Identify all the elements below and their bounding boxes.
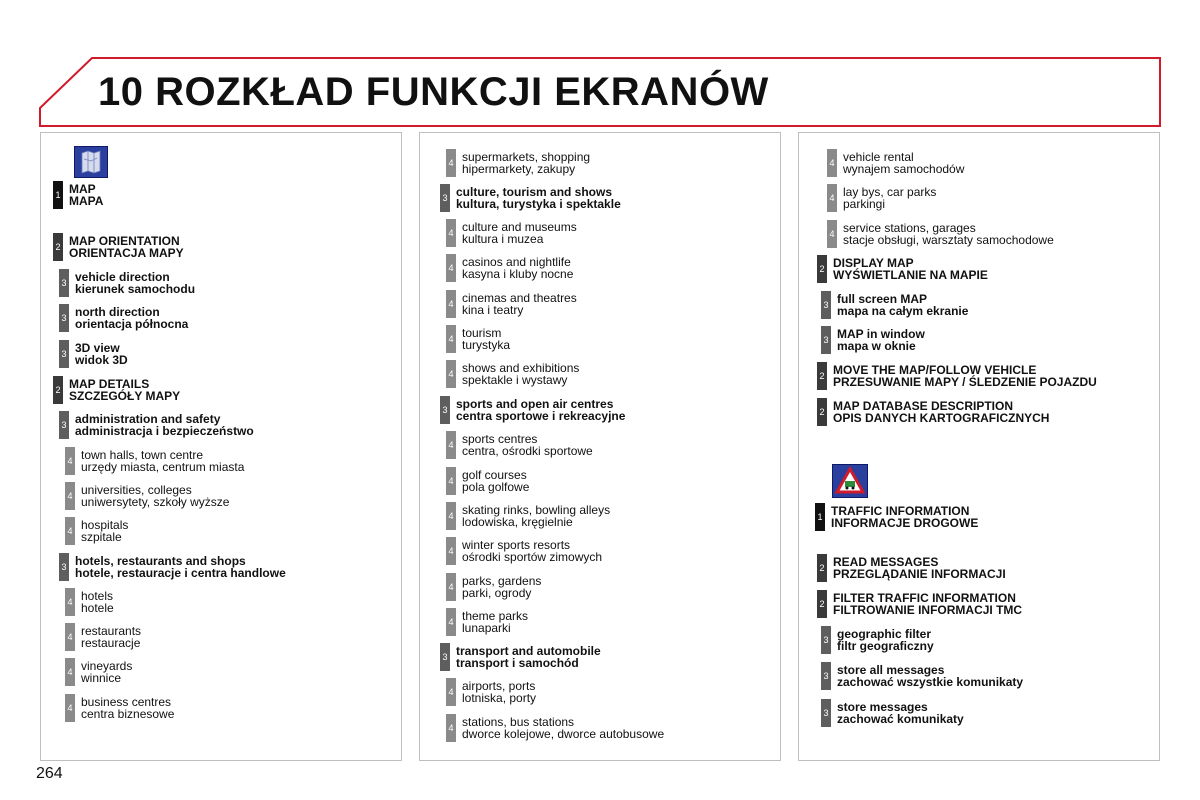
entry-label-en: casinos and nightlife — [462, 255, 571, 269]
entry-text — [81, 660, 132, 684]
entry-label-en: stations, bus stations — [462, 715, 575, 729]
entry-label-pl: zachować wszystkie komunikaty — [837, 675, 1024, 689]
entry-label-en: supermarkets, shopping — [462, 150, 591, 164]
entry-label-pl: kasyna i kluby nocne — [462, 267, 574, 281]
entry-text — [837, 293, 968, 317]
entry-label-pl: pola golfowe — [462, 480, 530, 494]
entry-label-pl: ośrodki sportów zimowych — [462, 550, 603, 564]
entry-text — [837, 628, 934, 652]
level-badge: 3 — [59, 411, 69, 439]
level-badge: 1 — [815, 503, 825, 531]
entry-label-en: shows and exhibitions — [462, 361, 580, 375]
entry-label-en: universities, colleges — [81, 483, 192, 497]
entry-label-en: MAP DETAILS — [69, 377, 150, 391]
entry-label-pl: hotele, restauracje i centra handlowe — [75, 566, 286, 580]
level-badge: 4 — [446, 467, 456, 495]
level-badge: 4 — [827, 220, 837, 248]
entry-label-pl: centra, ośrodki sportowe — [462, 444, 593, 458]
entry-label-en: restaurants — [81, 624, 142, 638]
level-badge: 2 — [817, 554, 827, 582]
level-badge: 4 — [446, 608, 456, 636]
entry-label-pl: INFORMACJE DROGOWE — [831, 516, 979, 530]
entry-label-en: full screen MAP — [837, 292, 928, 306]
entry-text — [833, 257, 988, 281]
traffic-warning-icon — [832, 464, 868, 498]
entry-label-pl: parki, ogrody — [462, 586, 532, 600]
entry-text — [462, 539, 602, 563]
chapter-title: ROZKŁAD FUNKCJI EKRANÓW — [155, 70, 769, 114]
entry-label-pl: transport i samochód — [456, 656, 579, 670]
entry-label-en: tourism — [462, 326, 502, 340]
entry-label-pl: wynajem samochodów — [843, 162, 965, 176]
level-badge: 3 — [821, 326, 831, 354]
level-badge: 4 — [65, 482, 75, 510]
entry-label-pl: orientacja północna — [75, 317, 189, 331]
entry-label-pl: mapa na całym ekranie — [837, 304, 969, 318]
entry-label-en: vineyards — [81, 659, 133, 673]
entry-label-pl: lunaparki — [462, 621, 511, 635]
entry-text — [69, 183, 103, 207]
entry-text — [462, 151, 590, 175]
entry-text — [833, 556, 1006, 580]
entry-text — [462, 680, 536, 704]
page-number: 264 — [36, 765, 63, 782]
entry-text — [462, 221, 577, 245]
entry-text — [81, 625, 141, 649]
level-badge: 4 — [827, 184, 837, 212]
level-badge: 2 — [817, 398, 827, 426]
chapter-number: 10 — [98, 70, 144, 114]
entry-label-en: administration and safety — [75, 412, 221, 426]
entry-label-en: store messages — [837, 700, 928, 714]
entry-label-en: store all messages — [837, 663, 945, 677]
level-badge: 3 — [440, 396, 450, 424]
entry-text — [462, 256, 573, 280]
entry-label-pl: lotniska, porty — [462, 691, 537, 705]
entry-label-en: winter sports resorts — [462, 538, 571, 552]
entry-text — [462, 716, 664, 740]
entry-label-en: MAP ORIENTATION — [69, 234, 180, 248]
entry-label-pl: widok 3D — [75, 353, 128, 367]
level-badge: 2 — [53, 376, 63, 404]
level-badge: 4 — [446, 290, 456, 318]
page-header — [0, 0, 1200, 130]
entry-text — [843, 151, 964, 175]
level-badge: 4 — [446, 537, 456, 565]
column-2 — [419, 132, 781, 761]
level-badge: 4 — [65, 623, 75, 651]
entry-text — [462, 469, 529, 493]
entry-label-pl: urzędy miasta, centrum miasta — [81, 460, 245, 474]
entry-label-pl: OPIS DANYCH KARTOGRAFICZNYCH — [833, 411, 1050, 425]
entry-text — [462, 292, 577, 316]
level-badge: 4 — [446, 219, 456, 247]
entry-text — [81, 519, 128, 543]
entry-label-pl: szpitale — [81, 530, 122, 544]
entry-text — [833, 592, 1022, 616]
entry-label-pl: PRZEGLĄDANIE INFORMACJI — [833, 567, 1006, 581]
entry-label-en: business centres — [81, 695, 172, 709]
entry-label-en: north direction — [75, 305, 160, 319]
map-icon — [74, 146, 108, 178]
entry-text — [462, 610, 528, 634]
level-badge: 4 — [446, 678, 456, 706]
level-badge: 3 — [59, 269, 69, 297]
entry-label-pl: winnice — [81, 671, 122, 685]
level-badge: 4 — [446, 502, 456, 530]
entry-label-pl: SZCZEGÓŁY MAPY — [69, 389, 181, 403]
entry-text — [69, 378, 180, 402]
entry-label-pl: kierunek samochodu — [75, 282, 196, 296]
entry-label-en: geographic filter — [837, 627, 932, 641]
entry-text — [81, 449, 244, 473]
entry-label-pl: kultura, turystyka i spektakle — [456, 197, 621, 211]
entry-label-pl: hotele — [81, 601, 114, 615]
entry-label-pl: mapa w oknie — [837, 339, 916, 353]
entry-label-pl: turystyka — [462, 338, 511, 352]
column-1 — [40, 132, 402, 761]
entry-text — [462, 575, 541, 599]
entry-label-pl: stacje obsługi, warsztaty samochodowe — [843, 233, 1054, 247]
entry-label-en: town halls, town centre — [81, 448, 204, 462]
entry-label-pl: filtr geograficzny — [837, 639, 934, 653]
level-badge: 4 — [446, 254, 456, 282]
entry-text — [81, 590, 114, 614]
level-badge: 4 — [446, 360, 456, 388]
level-badge: 4 — [827, 149, 837, 177]
level-badge: 4 — [65, 447, 75, 475]
entry-text — [837, 328, 925, 352]
entry-label-pl: uniwersytety, szkoły wyższe — [81, 495, 230, 509]
entry-label-pl: zachować komunikaty — [837, 712, 964, 726]
level-badge: 3 — [821, 291, 831, 319]
entry-text — [462, 362, 579, 386]
level-badge: 4 — [65, 517, 75, 545]
entry-text — [843, 222, 1054, 246]
entry-label-pl: administracja i bezpieczeństwo — [75, 424, 254, 438]
entry-label-en: hospitals — [81, 518, 129, 532]
entry-label-en: READ MESSAGES — [833, 555, 939, 569]
level-badge: 3 — [59, 553, 69, 581]
entry-text — [75, 413, 254, 437]
entry-text — [75, 342, 128, 366]
level-badge: 4 — [65, 694, 75, 722]
entry-text — [837, 701, 964, 725]
entry-label-en: culture and museums — [462, 220, 577, 234]
entry-label-pl: kina i teatry — [462, 303, 524, 317]
entry-text — [456, 186, 621, 210]
entry-label-pl: dworce kolejowe, dworce autobusowe — [462, 727, 665, 741]
entry-label-en: culture, tourism and shows — [456, 185, 613, 199]
entry-label-pl: ORIENTACJA MAPY — [69, 246, 184, 260]
entry-label-en: hotels — [81, 589, 114, 603]
entry-label-pl: hipermarkety, zakupy — [462, 162, 576, 176]
entry-text — [462, 504, 610, 528]
entry-text — [462, 327, 510, 351]
entry-text — [456, 398, 625, 422]
entry-label-en: transport and automobile — [456, 644, 601, 658]
entry-label-en: theme parks — [462, 609, 529, 623]
entry-text — [833, 364, 1097, 388]
entry-text — [831, 505, 978, 529]
entry-text — [75, 271, 195, 295]
level-badge: 4 — [446, 325, 456, 353]
entry-text — [75, 306, 188, 330]
entry-label-en: FILTER TRAFFIC INFORMATION — [833, 591, 1016, 605]
entry-label-en: TRAFFIC INFORMATION — [831, 504, 970, 518]
level-badge: 2 — [817, 590, 827, 618]
entry-label-pl: centra sportowe i rekreacyjne — [456, 409, 626, 423]
entry-label-en: lay bys, car parks — [843, 185, 937, 199]
entry-label-pl: kultura i muzea — [462, 232, 544, 246]
entry-label-en: sports and open air centres — [456, 397, 614, 411]
level-badge: 3 — [59, 340, 69, 368]
entry-label-pl: parkingi — [843, 197, 886, 211]
entry-label-pl: restauracje — [81, 636, 141, 650]
entry-label-en: service stations, garages — [843, 221, 976, 235]
entry-label-en: vehicle direction — [75, 270, 170, 284]
entry-text — [462, 433, 593, 457]
entry-label-en: airports, ports — [462, 679, 536, 693]
level-badge: 3 — [821, 626, 831, 654]
entry-label-en: hotels, restaurants and shops — [75, 554, 246, 568]
level-badge: 2 — [817, 255, 827, 283]
entry-label-pl: lodowiska, kręgielnie — [462, 515, 573, 529]
level-badge: 3 — [821, 699, 831, 727]
entry-label-pl: MAPA — [69, 194, 104, 208]
entry-label-en: 3D view — [75, 341, 120, 355]
entry-text — [75, 555, 286, 579]
entry-label-en: DISPLAY MAP — [833, 256, 914, 270]
entry-label-pl: WYŚWIETLANIE NA MAPIE — [833, 268, 988, 282]
level-badge: 4 — [446, 149, 456, 177]
level-badge: 4 — [446, 714, 456, 742]
entry-text — [81, 484, 229, 508]
entry-label-pl: centra biznesowe — [81, 707, 175, 721]
level-badge: 3 — [821, 662, 831, 690]
entry-label-en: golf courses — [462, 468, 527, 482]
entry-label-en: vehicle rental — [843, 150, 914, 164]
level-badge: 4 — [446, 573, 456, 601]
level-badge: 3 — [440, 184, 450, 212]
entry-label-en: cinemas and theatres — [462, 291, 577, 305]
level-badge: 4 — [446, 431, 456, 459]
entry-label-pl: PRZESUWANIE MAPY / ŚLEDZENIE POJAZDU — [833, 375, 1097, 389]
column-3 — [798, 132, 1160, 761]
entry-text — [81, 696, 174, 720]
level-badge: 3 — [59, 304, 69, 332]
entry-label-pl: FILTROWANIE INFORMACJI TMC — [833, 603, 1023, 617]
level-badge: 2 — [53, 233, 63, 261]
entry-label-en: parks, gardens — [462, 574, 542, 588]
level-badge: 3 — [440, 643, 450, 671]
level-badge: 1 — [53, 181, 63, 209]
entry-label-en: MOVE THE MAP/FOLLOW VEHICLE — [833, 363, 1037, 377]
entry-label-en: MAP in window — [837, 327, 925, 341]
entry-text — [843, 186, 936, 210]
entry-text — [69, 235, 184, 259]
entry-label-en: sports centres — [462, 432, 538, 446]
level-badge: 4 — [65, 658, 75, 686]
entry-text — [833, 400, 1049, 424]
level-badge: 2 — [817, 362, 827, 390]
entry-label-en: MAP DATABASE DESCRIPTION — [833, 399, 1014, 413]
entry-label-en: skating rinks, bowling alleys — [462, 503, 611, 517]
entry-text — [837, 664, 1023, 688]
entry-label-en: MAP — [69, 182, 96, 196]
entry-text — [456, 645, 601, 669]
page-title — [98, 68, 769, 116]
entry-label-pl: spektakle i wystawy — [462, 373, 568, 387]
level-badge: 4 — [65, 588, 75, 616]
